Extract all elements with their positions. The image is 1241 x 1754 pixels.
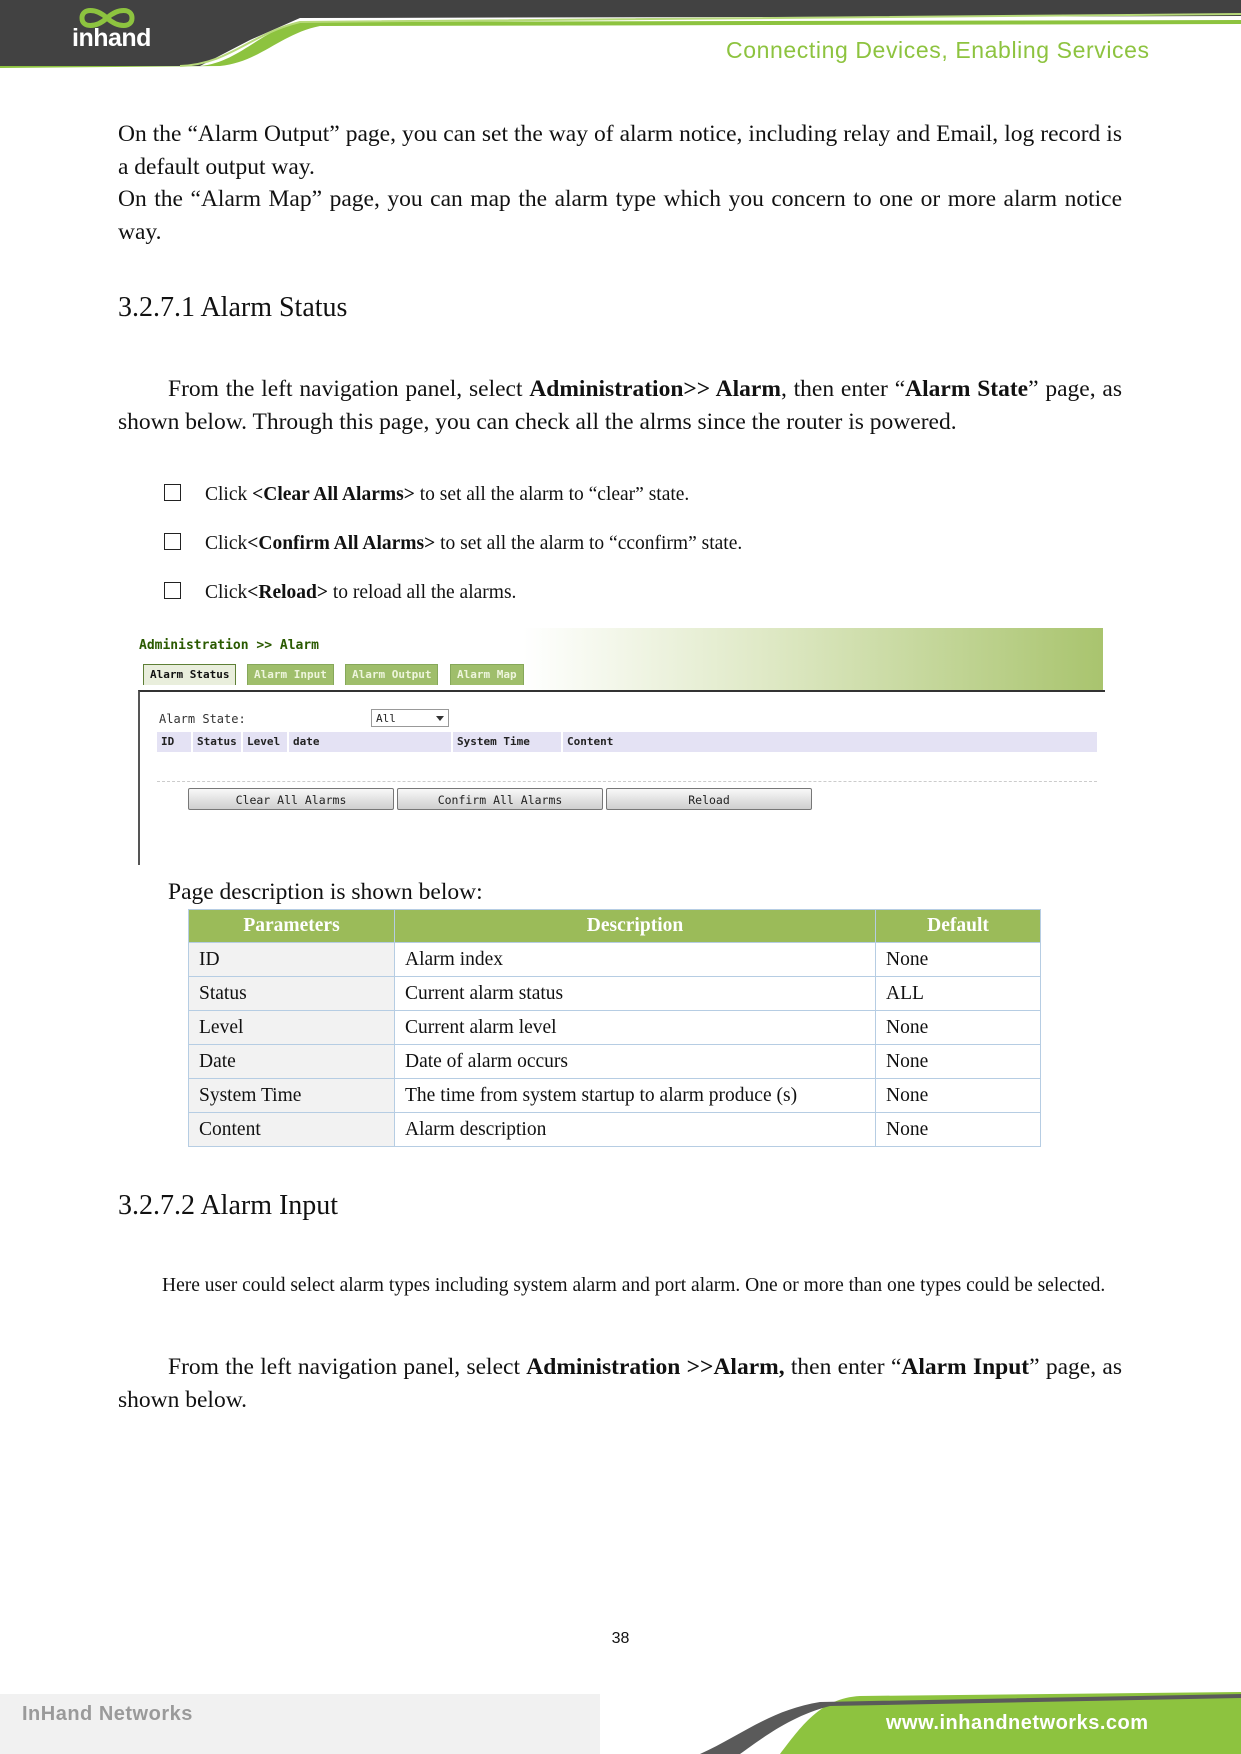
tab-alarm-input[interactable]: Alarm Input xyxy=(247,664,334,685)
logo-text: inhand xyxy=(72,24,151,52)
table-row xyxy=(189,1011,1041,1045)
param-cell: System Time xyxy=(189,1079,395,1113)
reload-button[interactable]: Reload xyxy=(606,788,812,810)
description-cell: Alarm index xyxy=(395,943,876,977)
section1-navigation-paragraph: From the left navigation panel, select Administration>> Alarm, then enter “Alarm State” page, as shown below. Through this page, you can check all the alrms since the router is powered. xyxy=(118,376,1123,435)
bullet-clear-all: Click <Clear All Alarms> to set all the alarm to “clear” state. xyxy=(164,483,689,507)
param-cell: Date xyxy=(189,1045,395,1079)
alarm-status-screenshot xyxy=(137,628,1103,863)
param-cell: Status xyxy=(189,977,395,1011)
description-cell: Alarm description xyxy=(395,1113,876,1147)
column-header-status: Status xyxy=(193,732,243,752)
alarm-state-value: All xyxy=(376,712,396,725)
table-header-row xyxy=(189,910,1041,943)
bullet-confirm-all: Click<Confirm All Alarms> to set all the alarm to “cconfirm” state. xyxy=(164,532,742,556)
alarm-table-header xyxy=(157,732,1097,752)
parameter-table xyxy=(188,909,1041,1147)
table-row xyxy=(189,1079,1041,1113)
table-row xyxy=(189,943,1041,977)
column-header-content: Content xyxy=(567,735,614,748)
alarm-state-label: Alarm State: xyxy=(159,712,246,726)
description-cell: Current alarm level xyxy=(395,1011,876,1045)
section-heading-alarm-status: 3.2.7.1 Alarm Status xyxy=(118,292,348,323)
default-cell: None xyxy=(876,1113,1041,1147)
intro-paragraph-1: On the “Alarm Output” page, you can set the way of alarm notice, including relay and Email, log record is a default output way. xyxy=(118,121,1122,180)
column-header-id: ID xyxy=(157,732,193,752)
checkbox-bullet-icon xyxy=(164,533,181,550)
alarm-state-select[interactable] xyxy=(371,709,449,727)
param-cell: Content xyxy=(189,1113,395,1147)
table-row xyxy=(189,1045,1041,1079)
column-header-date: date xyxy=(289,732,453,752)
default-cell: ALL xyxy=(876,977,1041,1011)
default-cell: None xyxy=(876,1045,1041,1079)
screenshot-content-frame xyxy=(138,690,1105,865)
column-header-level: Level xyxy=(243,732,289,752)
tab-alarm-map[interactable]: Alarm Map xyxy=(450,664,524,685)
screenshot-breadcrumb: Administration >> Alarm xyxy=(139,638,320,653)
header-parameters: Parameters xyxy=(189,910,395,943)
section2-navigation-paragraph: From the left navigation panel, select Administration >>Alarm, then enter “Alarm Input” page, as shown below. xyxy=(118,1354,1122,1413)
intro-paragraph-2: On the “Alarm Map” page, you can map the alarm type which you concern to one or more alarm notice way. xyxy=(118,186,1122,245)
section-heading-alarm-input: 3.2.7.2 Alarm Input xyxy=(118,1190,339,1221)
footer-website[interactable]: www.inhandnetworks.com xyxy=(886,1712,1149,1734)
footer-company-name: InHand Networks xyxy=(22,1703,193,1725)
default-cell: None xyxy=(876,943,1041,977)
tab-alarm-status[interactable]: Alarm Status xyxy=(143,664,236,685)
description-cell: The time from system startup to alarm produce (s) xyxy=(395,1079,876,1113)
screenshot-divider xyxy=(157,781,1097,782)
bullet-reload: Click<Reload> to reload all the alarms. xyxy=(164,581,516,605)
table-row xyxy=(189,977,1041,1011)
chevron-down-icon xyxy=(436,716,444,721)
param-cell: Level xyxy=(189,1011,395,1045)
section2-intro-paragraph: Here user could select alarm types including system alarm and port alarm. One or more than one types could be selected. xyxy=(162,1275,1106,1296)
table-caption: Page description is shown below: xyxy=(168,879,483,905)
table-row xyxy=(189,1113,1041,1147)
header-tagline: Connecting Devices, Enabling Services xyxy=(726,37,1150,63)
description-cell: Date of alarm occurs xyxy=(395,1045,876,1079)
header-description: Description xyxy=(395,910,876,943)
page-number: 38 xyxy=(611,1630,630,1647)
description-cell: Current alarm status xyxy=(395,977,876,1011)
checkbox-bullet-icon xyxy=(164,582,181,599)
param-cell: ID xyxy=(189,943,395,977)
confirm-all-alarms-button[interactable]: Confirm All Alarms xyxy=(397,788,603,810)
column-header-system-time: System Time xyxy=(453,732,563,752)
tab-alarm-output[interactable]: Alarm Output xyxy=(345,664,438,685)
checkbox-bullet-icon xyxy=(164,484,181,501)
default-cell: None xyxy=(876,1011,1041,1045)
clear-all-alarms-button[interactable]: Clear All Alarms xyxy=(188,788,394,810)
header-default: Default xyxy=(876,910,1041,943)
default-cell: None xyxy=(876,1079,1041,1113)
